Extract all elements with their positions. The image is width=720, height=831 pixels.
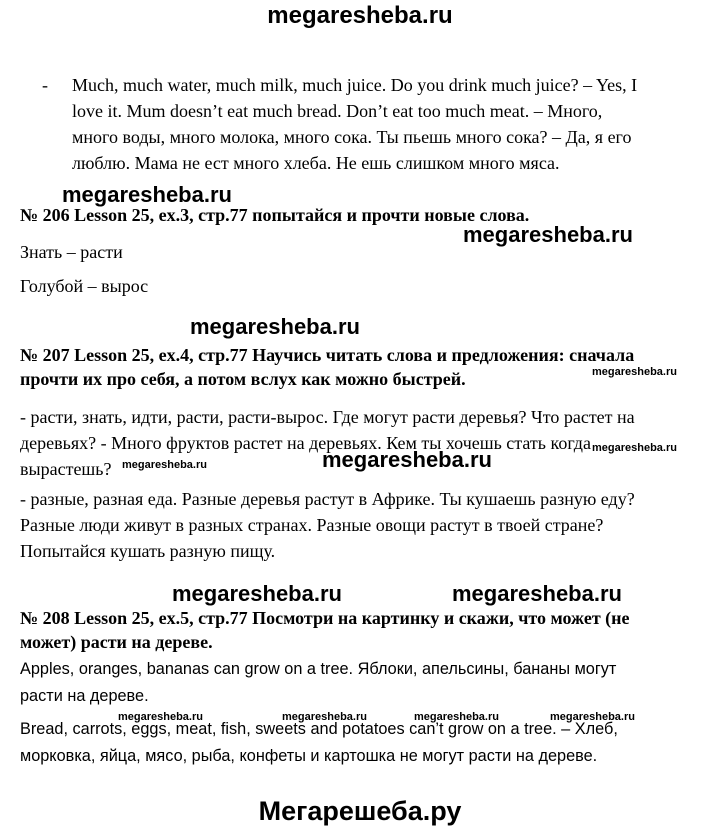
exercise-207-paragraph-2: [20, 486, 700, 564]
text-line: Разные люди живут в разных странах. Разные овощи растут в твоей стране?: [20, 515, 604, 535]
watermark-small: megaresheba.ru: [550, 711, 635, 723]
watermark-text: megaresheba.ru: [452, 581, 622, 606]
exercise-208-heading: [20, 606, 700, 654]
watermark-small: megaresheba.ru: [122, 459, 207, 471]
footer-watermark: Мегарешеба.ру: [258, 796, 462, 826]
exercise-208-paragraph-2: [20, 716, 700, 770]
watermark-text: megaresheba.ru: [190, 314, 360, 339]
watermark-small: megaresheba.ru: [282, 711, 367, 723]
intro-line: love it. Mum doesn’t eat much bread. Don’t eat too much meat. – Много,: [72, 101, 603, 121]
intro-line: много воды, много молока, много сока. Ты пьешь много сока? – Да, я его: [72, 127, 632, 147]
text-line: - разные, разная еда. Разные деревья растут в Африке. Ты кушаешь разную еду?: [20, 489, 635, 509]
watermark-text: megaresheba.ru: [322, 447, 492, 472]
exercise-206-line: Голубой – вырос: [20, 276, 149, 296]
watermark-small: megaresheba.ru: [592, 442, 677, 454]
watermark-text: megaresheba.ru: [62, 182, 232, 207]
header-watermark: megaresheba.ru: [267, 2, 453, 29]
text-line: расти на дереве.: [20, 687, 149, 705]
text-line: - расти, знать, идти, расти, расти-вырос. Где могут расти деревья? Что растет на: [20, 407, 635, 427]
exercise-206-heading: № 206 Lesson 25, ex.3, стр.77 попытайся и прочти новые слова.: [20, 205, 530, 225]
heading-line: может) расти на дереве.: [20, 632, 213, 652]
watermark-small: megaresheba.ru: [414, 711, 499, 723]
text-line: Попытайся кушать разную пищу.: [20, 541, 276, 561]
heading-line: № 207 Lesson 25, ex.4, стр.77 Научись читать слова и предложения: сначала: [20, 345, 635, 365]
text-line: морковка, яйца, мясо, рыба, конфеты и картошка не могут расти на дереве.: [20, 747, 598, 765]
watermark-small: megaresheba.ru: [118, 711, 203, 723]
heading-line: прочти их про себя, а потом вслух как можно быстрей.: [20, 369, 466, 389]
watermark-text: megaresheba.ru: [463, 222, 633, 247]
watermark-small: megaresheba.ru: [592, 366, 677, 378]
watermark-text: megaresheba.ru: [172, 581, 342, 606]
text-line: вырастешь?: [20, 459, 112, 479]
text-line: деревьях? - Много фруктов растет на деревьях. Кем ты хочешь стать когда: [20, 433, 591, 453]
intro-line: люблю. Мама не ест много хлеба. Не ешь слишком много мяса.: [72, 153, 560, 173]
text-line: Bread, carrots, eggs, meat, fish, sweets and potatoes can’t grow on a tree. – Хлеб,: [20, 720, 618, 738]
text-line: Apples, oranges, bananas can grow on a tree. Яблоки, апельсины, бананы могут: [20, 660, 617, 678]
intro-line: Much, much water, much milk, much juice. Do you drink much juice? – Yes, I: [72, 75, 638, 95]
intro-paragraph: [72, 72, 686, 176]
heading-line: № 208 Lesson 25, ex.5, стр.77 Посмотри на картинку и скажи, что может (не: [20, 608, 630, 628]
exercise-208-paragraph-1: [20, 656, 700, 710]
exercise-206-line: Знать – расти: [20, 242, 123, 262]
intro-bullet: -: [42, 75, 48, 95]
